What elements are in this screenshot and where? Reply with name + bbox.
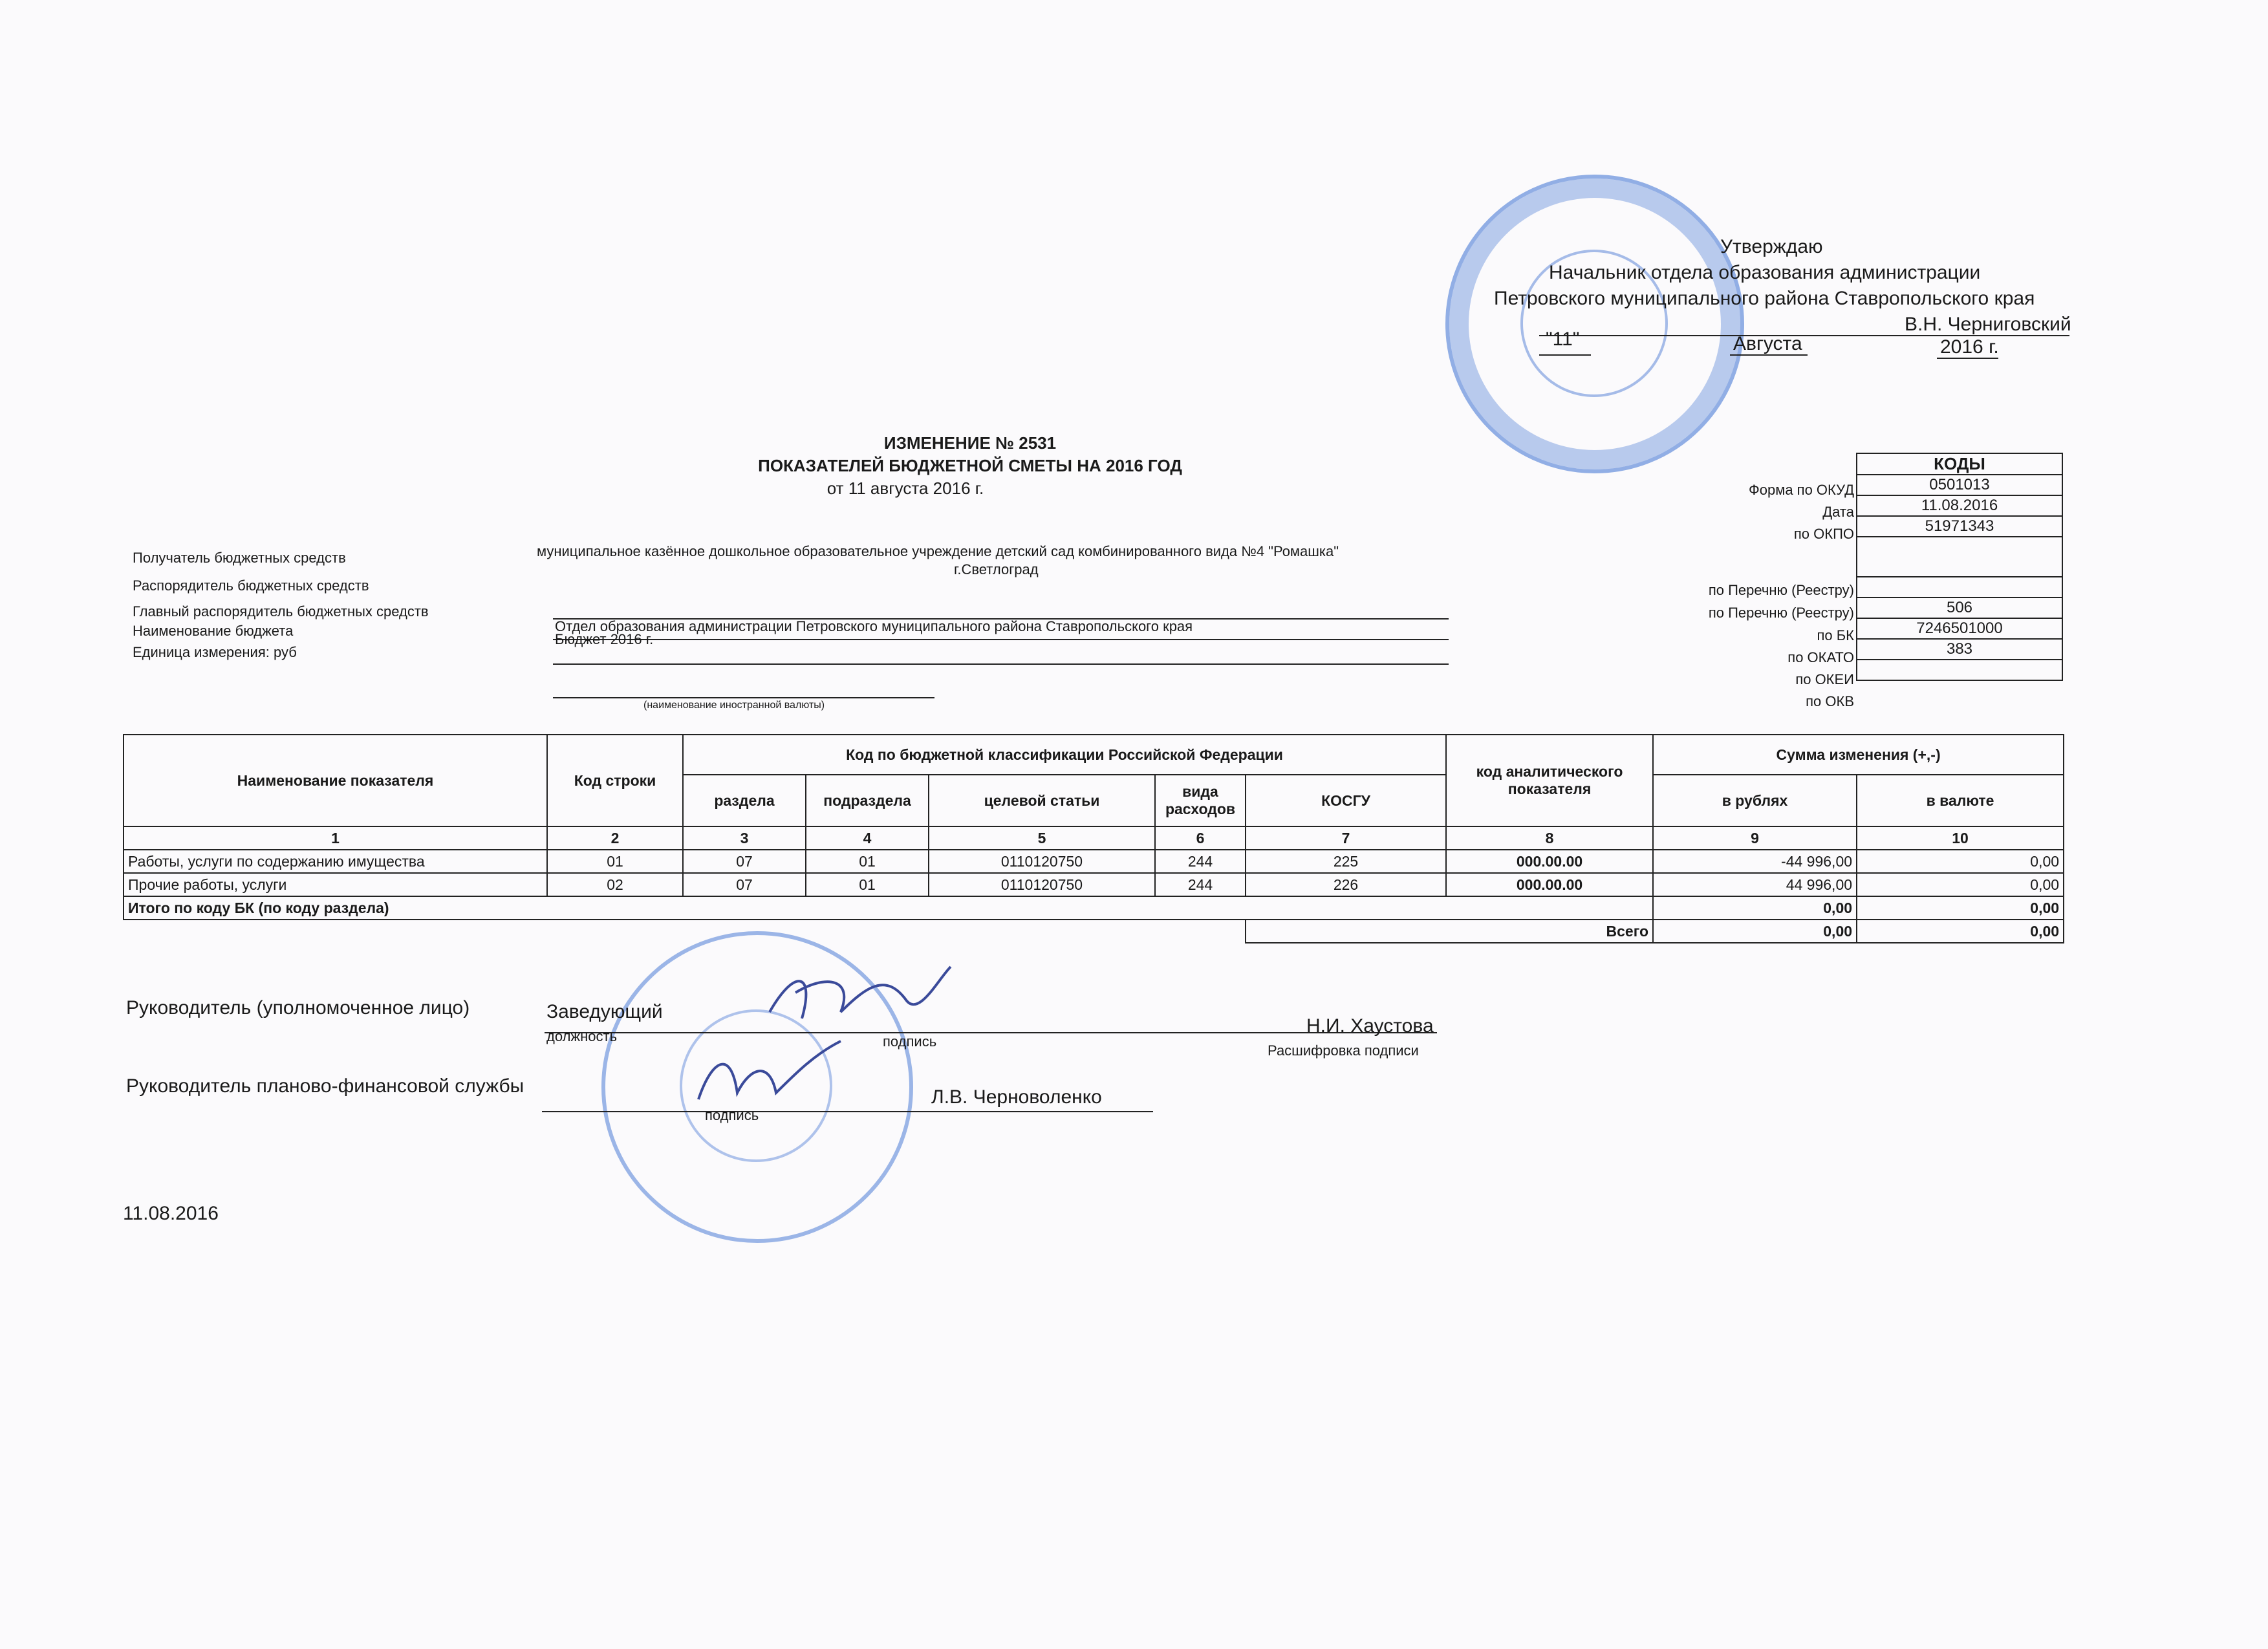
row-rub: 44 996,00	[1653, 873, 1857, 896]
approval-year: 2016 г.	[1940, 336, 1999, 358]
official-stamp-top	[1445, 175, 1744, 473]
table-row	[124, 873, 2064, 896]
col-number: 7	[1246, 826, 1446, 850]
label-okei: по ОКЕИ	[1795, 671, 1854, 687]
row-code: 01	[547, 850, 683, 873]
header-name: Наименование показателя	[124, 735, 547, 826]
signature-caption-1: подпись	[883, 1033, 937, 1050]
row-analytic: 000.00.00	[1446, 873, 1653, 896]
approval-day: "11"	[1546, 329, 1580, 350]
codes-table	[1856, 453, 2063, 681]
position-caption: должность	[546, 1028, 618, 1044]
total-row	[124, 896, 2064, 920]
header-type: вида расходов	[1155, 775, 1246, 826]
year-underline	[1937, 358, 1998, 359]
col-number: 6	[1155, 826, 1246, 850]
code-bk: 506	[1857, 598, 2062, 618]
grand-total-rub: 0,00	[1653, 920, 1857, 943]
label-registry-1: по Перечню (Реестру)	[1708, 582, 1854, 598]
label-okv: по ОКВ	[1806, 693, 1854, 709]
row-name: Работы, услуги по содержанию имущества	[124, 850, 547, 873]
header-code: Код строки	[547, 735, 683, 826]
head-signature-icon	[757, 954, 957, 1044]
table-row	[124, 850, 2064, 873]
doc-title-line1: ИЗМЕНЕНИЕ № 2531	[883, 433, 1057, 453]
finance-name: Л.В. Черноволенко	[931, 1086, 1102, 1108]
row-type: 244	[1155, 873, 1246, 896]
head-label: Руководитель (уполномоченное лицо)	[126, 997, 470, 1018]
grand-total-label: Всего	[1246, 920, 1653, 943]
approve-label: Утверждаю	[1720, 236, 1823, 257]
code-okud: 0501013	[1857, 475, 2062, 495]
row-kosgu: 225	[1246, 850, 1446, 873]
finance-signature-icon	[686, 1035, 847, 1119]
row-code: 02	[547, 873, 683, 896]
label-registry-2: по Перечню (Реестру)	[1708, 605, 1854, 621]
row-target: 0110120750	[929, 873, 1155, 896]
code-registry-2	[1857, 577, 2062, 598]
row-rub: -44 996,00	[1653, 850, 1857, 873]
currency-caption: (наименование иностранной валюты)	[643, 700, 825, 711]
col-number: 1	[124, 826, 547, 850]
chief-label: Главный распорядитель бюджетных средств	[133, 603, 429, 620]
label-okpo: по ОКПО	[1793, 526, 1854, 542]
footer-date: 11.08.2016	[123, 1203, 219, 1224]
row-target: 0110120750	[929, 850, 1155, 873]
header-rub: в рублях	[1653, 775, 1857, 826]
code-okato: 7246501000	[1857, 618, 2062, 639]
budget-label: Наименование бюджета	[133, 623, 294, 639]
col-number: 3	[683, 826, 806, 850]
row-type: 244	[1155, 850, 1246, 873]
approver-position-line1: Начальник отдела образования администрации	[1549, 262, 1981, 283]
grand-total-row	[124, 920, 2064, 943]
row-kosgu: 226	[1246, 873, 1446, 896]
head-signature-line	[545, 1032, 1437, 1033]
codes-header: КОДЫ	[1857, 453, 2062, 475]
row-subsection: 01	[806, 873, 929, 896]
decoding-caption: Расшифровка подписи	[1268, 1042, 1419, 1059]
finance-signature-line	[542, 1111, 1153, 1112]
header-section: раздела	[683, 775, 806, 826]
code-date: 11.08.2016	[1857, 495, 2062, 516]
col-number: 9	[1653, 826, 1857, 850]
approver-position-line2: Петровского муниципального района Ставропольского края	[1494, 288, 2035, 309]
recipient-value-line1: муниципальное казённое дошкольное образовательное учреждение детский сад комбинированного вида №4 "Ромашка"	[537, 543, 1339, 559]
head-position: Заведующий	[546, 1001, 663, 1022]
total-label: Итого по коду БК (по коду раздела)	[124, 896, 1653, 920]
row-name: Прочие работы, услуги	[124, 873, 547, 896]
chief-value: Отдел образования администрации Петровского муниципального района Ставропольского края	[555, 618, 1193, 634]
day-underline	[1539, 354, 1591, 356]
signature-caption-2: подпись	[705, 1107, 759, 1123]
total-cur: 0,00	[1857, 896, 2064, 920]
code-okv	[1857, 660, 2062, 680]
recipient-label: Получатель бюджетных средств	[133, 550, 346, 566]
label-okud: Форма по ОКУД	[1749, 482, 1854, 498]
row-section: 07	[683, 873, 806, 896]
head-name: Н.И. Хаустова	[1306, 1015, 1434, 1037]
budget-value: Бюджет 2016 г.	[555, 631, 654, 647]
total-rub: 0,00	[1653, 896, 1857, 920]
label-date: Дата	[1822, 504, 1854, 520]
code-registry-1	[1857, 537, 2062, 577]
recipient-value-line2: г.Светлоград	[954, 561, 1039, 577]
month-underline	[1730, 354, 1808, 356]
budget-table	[123, 734, 2064, 943]
label-bk: по БК	[1817, 627, 1854, 643]
label-okato: по ОКАТО	[1787, 649, 1854, 665]
chief-line	[553, 639, 1449, 640]
row-cur: 0,00	[1857, 850, 2064, 873]
col-number: 8	[1446, 826, 1653, 850]
header-bk: Код по бюджетной классификации Российской Федерации	[683, 735, 1446, 775]
unit-label: Единица измерения: руб	[133, 644, 297, 660]
row-section: 07	[683, 850, 806, 873]
manager-label: Распорядитель бюджетных средств	[133, 577, 369, 594]
row-subsection: 01	[806, 850, 929, 873]
header-target: целевой статьи	[929, 775, 1155, 826]
header-subsection: подраздела	[806, 775, 929, 826]
col-number: 2	[547, 826, 683, 850]
approval-month: Августа	[1733, 333, 1802, 354]
code-okpo: 51971343	[1857, 516, 2062, 537]
header-analytic: код аналитического показателя	[1446, 735, 1653, 826]
approver-name: В.Н. Черниговский	[1905, 314, 2071, 335]
header-cur: в валюте	[1857, 775, 2064, 826]
col-number: 10	[1857, 826, 2064, 850]
finance-label: Руководитель планово-финансовой службы	[126, 1075, 524, 1097]
code-okei: 383	[1857, 639, 2062, 660]
doc-title-line2: ПОКАЗАТЕЛЕЙ БЮДЖЕТНОЙ СМЕТЫ НА 2016 ГОД	[758, 456, 1182, 475]
budget-line	[553, 663, 1449, 665]
header-kosgu: КОСГУ	[1246, 775, 1446, 826]
grand-total-cur: 0,00	[1857, 920, 2064, 943]
currency-line	[553, 697, 934, 698]
row-cur: 0,00	[1857, 873, 2064, 896]
col-number: 4	[806, 826, 929, 850]
header-sum: Сумма изменения (+,-)	[1653, 735, 2064, 775]
row-analytic: 000.00.00	[1446, 850, 1653, 873]
doc-title-date: от 11 августа 2016 г.	[826, 479, 984, 498]
col-number: 5	[929, 826, 1155, 850]
